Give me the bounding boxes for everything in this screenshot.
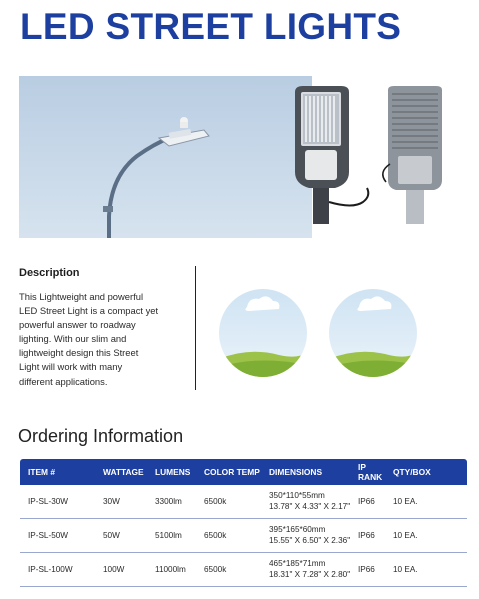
description-line: lighting. With our slim and — [19, 333, 127, 345]
dimensions-inches: 13.78" X 4.33" X 2.17" — [269, 501, 351, 511]
page-title: LED STREET LIGHTS — [20, 6, 402, 47]
table-row — [20, 553, 467, 587]
dimensions-mm: 395*165*60mm — [269, 525, 326, 534]
column-header-dimensions: DIMENSIONS — [269, 466, 323, 477]
description-line: powerful answer to roadway — [19, 319, 136, 331]
lumens-cell: 5100lm — [155, 531, 182, 540]
column-header-qty: QTY/BOX — [393, 467, 431, 477]
column-header-wattage: WATTAGE — [103, 467, 144, 477]
lumens-cell: 3300lm — [155, 497, 182, 506]
description-line: Light will work with many — [19, 361, 123, 373]
landscape-circle-icon — [219, 289, 307, 377]
ip-cell: IP66 — [358, 531, 375, 540]
dimensions-cell — [269, 525, 358, 546]
ip-cell: IP66 — [358, 497, 375, 506]
item-cell: IP-SL-100W — [28, 565, 73, 574]
table-row — [20, 485, 467, 519]
description-heading: Description — [19, 267, 80, 279]
qty-cell: 10 EA. — [393, 497, 418, 506]
ordering-table — [20, 459, 467, 587]
ordering-heading: Ordering Information — [18, 426, 184, 446]
description-line: lightweight design this Street — [19, 347, 139, 359]
column-header-color-temp: COLOR TEMP — [204, 467, 260, 477]
table-header — [20, 459, 467, 485]
color-temp-cell: 6500k — [204, 497, 227, 506]
description-text — [19, 290, 189, 389]
qty-cell: 10 EA. — [393, 531, 418, 540]
ip-label: IP — [358, 462, 366, 472]
description-line: LED Street Light is a compact yet — [19, 305, 159, 317]
dimensions-cell — [269, 559, 358, 580]
dimensions-inches: 15.55" X 6.50" X 2.36" — [269, 535, 351, 545]
qty-cell: 10 EA. — [393, 565, 418, 574]
description-line: different applications. — [19, 375, 108, 387]
wattage-cell: 100W — [103, 565, 125, 574]
dimensions-mm: 465*185*71mm — [269, 559, 326, 568]
divider — [195, 266, 196, 390]
wattage-cell: 50W — [103, 531, 120, 540]
item-cell: IP-SL-50W — [28, 531, 69, 540]
product-front-image — [283, 84, 373, 236]
color-temp-cell: 6500k — [204, 531, 227, 540]
lumens-cell: 11000lm — [155, 565, 186, 574]
table-row — [20, 519, 467, 553]
item-cell: IP-SL-30W — [28, 497, 69, 506]
product-back-image — [380, 84, 455, 236]
landscape-circle-icon — [329, 289, 417, 377]
column-header-item: ITEM # — [28, 467, 55, 477]
ip-cell: IP66 — [358, 565, 375, 574]
dimensions-inches: 18.31" X 7.28" X 2.80" — [269, 569, 351, 579]
wattage-cell: 30W — [103, 497, 120, 506]
color-temp-cell: 6500k — [204, 565, 227, 574]
column-header-lumens: LUMENS — [155, 467, 191, 477]
description-line: This Lightweight and powerful — [19, 291, 144, 302]
street-light-photo — [19, 76, 312, 238]
dimensions-mm: 350*110*55mm — [269, 491, 325, 500]
rank-label: RANK — [358, 472, 383, 482]
dimensions-cell — [269, 491, 358, 512]
column-header-ip-rank — [358, 462, 393, 482]
